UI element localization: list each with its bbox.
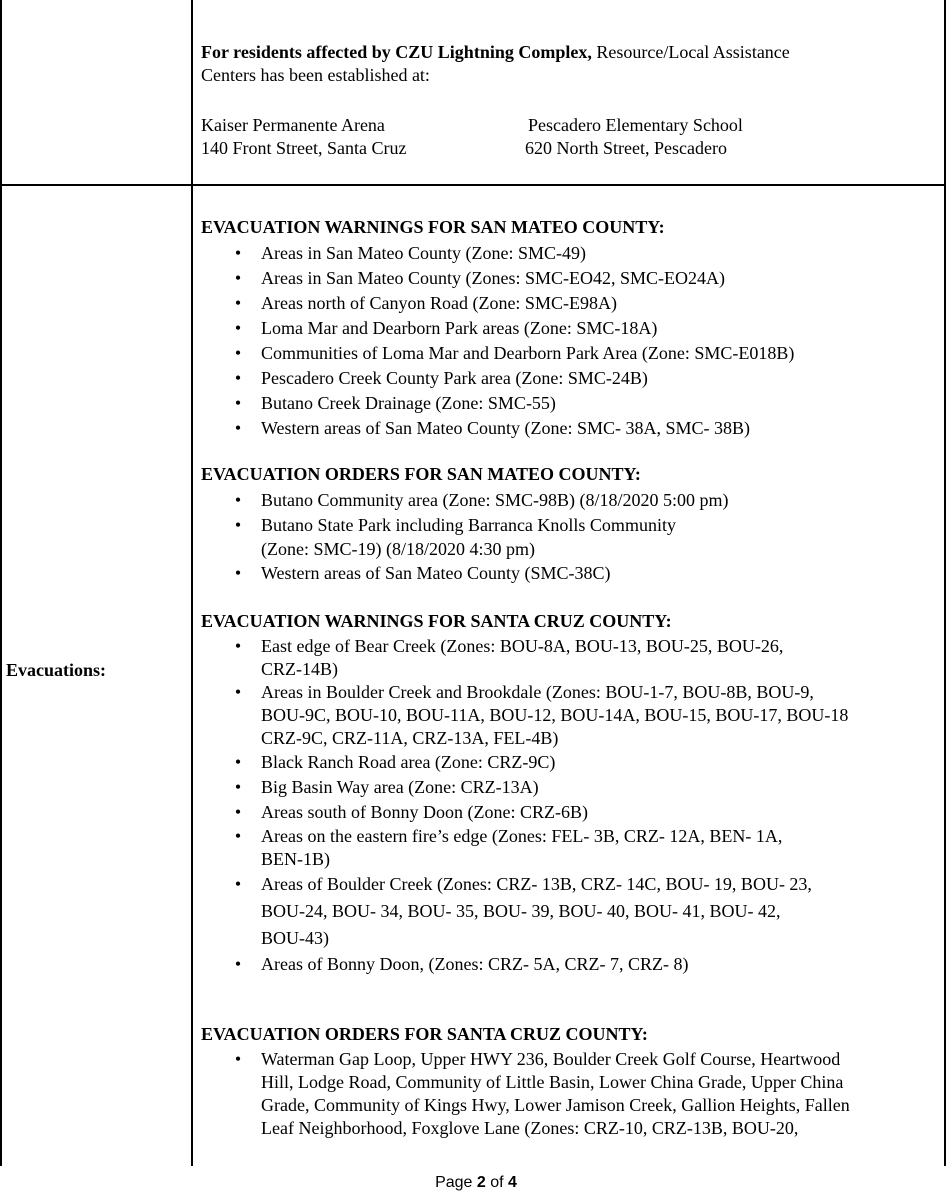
assistance-intro-bold: For residents affected by CZU Lightning Complex, <box>201 42 592 62</box>
list-item <box>201 416 750 441</box>
list-item <box>201 750 555 775</box>
bullet-icon: • <box>234 954 242 974</box>
column-divider <box>191 0 193 1166</box>
section-heading: EVACUATION WARNINGS FOR SANTA CRUZ COUNTY: <box>201 611 672 631</box>
list-item-line: Areas of Boulder Creek (Zones: CRZ- 13B, CRZ- 14C, BOU- 19, BOU- 23, <box>261 874 812 894</box>
list-item-line: Butano Community area (Zone: SMC-98B) (8/18/2020 5:00 pm) <box>261 490 729 510</box>
bullet-icon: • <box>234 418 242 438</box>
list-item-line: Areas south of Bonny Doon (Zone: CRZ-6B) <box>261 802 588 822</box>
list-item-line: Areas north of Canyon Road (Zone: SMC-E98A) <box>261 293 617 313</box>
list-item-line: Areas in San Mateo County (Zone: SMC-49) <box>261 243 586 263</box>
list-item-line: Big Basin Way area (Zone: CRZ-13A) <box>261 777 539 797</box>
bullet-icon: • <box>234 752 242 772</box>
center-address-1: 140 Front Street, Santa Cruz <box>201 138 407 158</box>
list-item <box>201 871 812 952</box>
page-footer <box>0 1174 952 1192</box>
list-item-line: Pescadero Creek County Park area (Zone: SMC-24B) <box>261 368 648 388</box>
bullet-icon: • <box>234 393 242 413</box>
bullet-icon: • <box>234 243 242 263</box>
list-item <box>201 513 676 561</box>
list-item <box>201 488 728 513</box>
list-item-line: Areas of Bonny Doon, (Zones: CRZ- 5A, CRZ- 7, CRZ- 8) <box>261 954 689 974</box>
section-heading: EVACUATION ORDERS FOR SANTA CRUZ COUNTY: <box>201 1024 648 1044</box>
center-name-1: Kaiser Permanente Arena <box>201 115 385 135</box>
list-item-line: Grade, Community of Kings Hwy, Lower Jamison Creek, Gallion Heights, Fallen <box>261 1095 850 1115</box>
list-item-line: Waterman Gap Loop, Upper HWY 236, Boulder Creek Golf Course, Heartwood <box>261 1049 841 1069</box>
bullet-icon: • <box>234 268 242 288</box>
page-total: 4 <box>508 1174 517 1191</box>
list-item <box>201 681 848 750</box>
evacuations-label: Evacuations: <box>6 660 107 680</box>
list-item <box>201 561 611 586</box>
list-item-line: East edge of Bear Creek (Zones: BOU-8A, BOU-13, BOU-25, BOU-26, <box>261 636 784 656</box>
list-item-line: Butano Creek Drainage (Zone: SMC-55) <box>261 393 556 413</box>
bullet-icon: • <box>234 490 242 510</box>
center-address-2: 620 North Street, Pescadero <box>525 138 727 158</box>
list-item-line: Leaf Neighborhood, Foxglove Lane (Zones: CRZ-10, CRZ-13B, BOU-20, <box>261 1118 799 1138</box>
list-item-line: Hill, Lodge Road, Community of Little Basin, Lower China Grade, Upper China <box>261 1072 844 1092</box>
bullet-icon: • <box>234 563 242 583</box>
list-item-line: BOU-24, BOU- 34, BOU- 35, BOU- 39, BOU- 40, BOU- 41, BOU- 42, <box>261 901 781 921</box>
list-item <box>201 635 783 681</box>
list-item-line: (Zone: SMC-19) (8/18/2020 4:30 pm) <box>261 539 535 559</box>
bullet-icon: • <box>234 826 242 846</box>
row-divider <box>0 184 946 186</box>
list-item <box>201 952 688 977</box>
assistance-intro-line2: Centers has been established at: <box>201 65 430 85</box>
list-item-line: BEN-1B) <box>261 849 330 869</box>
page-middle: of <box>485 1174 509 1191</box>
list-item <box>201 241 586 266</box>
list-item <box>201 1048 850 1140</box>
list-item-line: Areas in Boulder Creek and Brookdale (Zones: BOU-1-7, BOU-8B, BOU-9, <box>261 682 814 702</box>
bullet-icon: • <box>234 777 242 797</box>
bullet-icon: • <box>234 343 242 363</box>
list-item <box>201 775 539 800</box>
bullet-icon: • <box>234 682 242 702</box>
center-name-2: Pescadero Elementary School <box>528 115 743 135</box>
list-item <box>201 266 725 291</box>
list-item <box>201 391 556 416</box>
section-heading: EVACUATION ORDERS FOR SAN MATEO COUNTY: <box>201 464 641 484</box>
bullet-icon: • <box>234 293 242 313</box>
assistance-intro-line1 <box>201 41 790 64</box>
list-item-line: Communities of Loma Mar and Dearborn Park Area (Zone: SMC-E018B) <box>261 343 795 363</box>
page-current: 2 <box>476 1174 486 1191</box>
bullet-icon: • <box>234 802 242 822</box>
list-item <box>201 366 648 391</box>
list-item-line: BOU-9C, BOU-10, BOU-11A, BOU-12, BOU-14A, BOU-15, BOU-17, BOU-18 <box>261 705 849 725</box>
bullet-icon: • <box>234 874 242 894</box>
bullet-icon: • <box>234 368 242 388</box>
list-item-line: Butano State Park including Barranca Knolls Community <box>261 515 676 535</box>
list-item-line: Western areas of San Mateo County (SMC-38C) <box>261 563 611 583</box>
list-item-line: BOU-43) <box>261 928 329 948</box>
list-item <box>201 825 782 871</box>
bullet-icon: • <box>234 1049 242 1069</box>
list-item <box>201 800 588 825</box>
bullet-icon: • <box>234 515 242 535</box>
list-item-line: Western areas of San Mateo County (Zone: SMC- 38A, SMC- 38B) <box>261 418 750 438</box>
table-left-border <box>0 0 2 1166</box>
list-item-line: Areas in San Mateo County (Zones: SMC-EO42, SMC-EO24A) <box>261 268 725 288</box>
list-item-line: Areas on the eastern fire’s edge (Zones: FEL- 3B, CRZ- 12A, BEN- 1A, <box>261 826 783 846</box>
page-prefix: Page <box>435 1174 477 1191</box>
list-item-line: Black Ranch Road area (Zone: CRZ-9C) <box>261 752 556 772</box>
list-item <box>201 291 617 316</box>
bullet-icon: • <box>234 318 242 338</box>
list-item <box>201 341 794 366</box>
bullet-icon: • <box>234 636 242 656</box>
section-heading: EVACUATION WARNINGS FOR SAN MATEO COUNTY: <box>201 217 665 237</box>
assistance-intro-rest: Resource/Local Assistance <box>591 42 790 62</box>
list-item-line: CRZ-14B) <box>261 659 339 679</box>
list-item <box>201 316 657 341</box>
list-item-line: CRZ-9C, CRZ-11A, CRZ-13A, FEL-4B) <box>261 728 559 748</box>
list-item-line: Loma Mar and Dearborn Park areas (Zone: SMC-18A) <box>261 318 658 338</box>
